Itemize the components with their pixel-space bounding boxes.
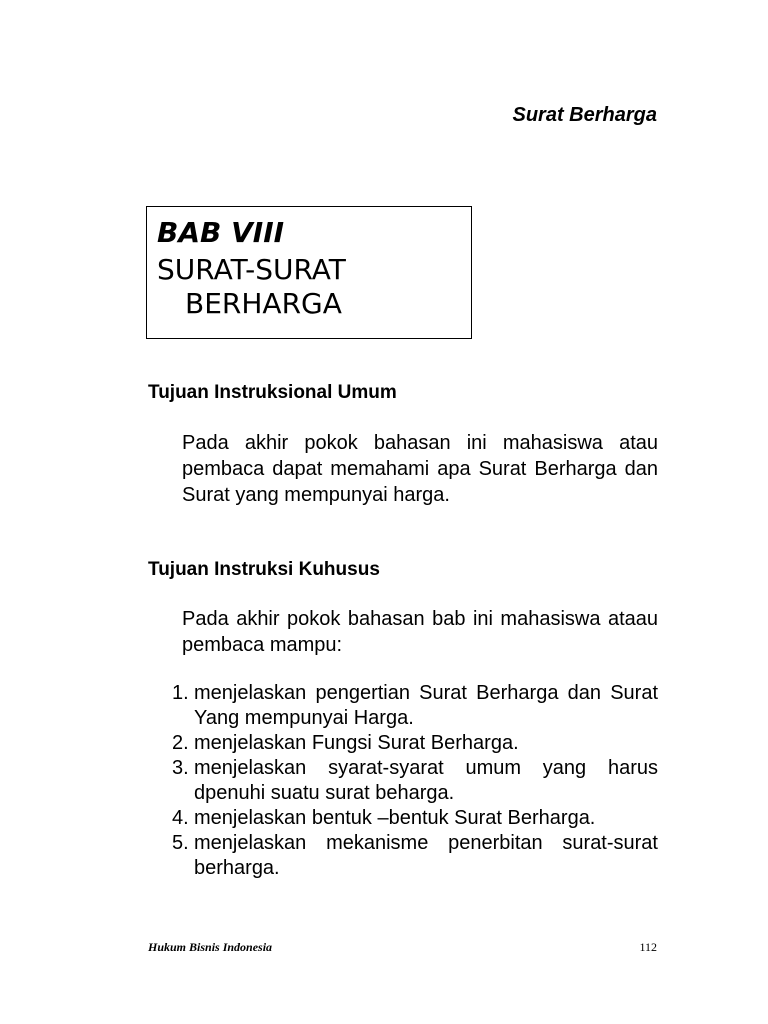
list-item-text: menjelaskan mekanisme penerbitan surat-surat berharga.: [194, 832, 658, 879]
list-item-number: 2.: [172, 732, 189, 754]
objectives-list: [148, 681, 658, 881]
footer-page-number: 112: [639, 940, 657, 954]
list-item-text: menjelaskan pengertian Surat Berharga dan Surat Yang mempunyai Harga.: [194, 682, 658, 729]
chapter-number: BAB VIII: [157, 216, 285, 249]
list-item: [148, 681, 658, 731]
list-item-text: menjelaskan bentuk –bentuk Surat Berharga.: [194, 807, 596, 829]
specific-objective-intro: Pada akhir pokok bahasan bab ini mahasiswa ataau pembaca mampu:: [182, 608, 658, 656]
general-objective-text: Pada akhir pokok bahasan ini mahasiswa atau pembaca dapat memahami apa Surat Berharga dan Surat yang mempunyai harga.: [182, 432, 658, 506]
list-item-number: 5.: [172, 832, 189, 854]
chapter-title: [157, 253, 346, 321]
list-item: [148, 806, 658, 831]
chapter-title-box: [146, 206, 472, 339]
list-item-number: 4.: [172, 807, 189, 829]
footer-book-title: Hukum Bisnis Indonesia: [148, 940, 273, 954]
general-objective-heading: Tujuan Instruksional Umum: [148, 382, 397, 403]
list-item-number: 1.: [172, 682, 189, 704]
chapter-title-line-2: BERHARGA: [185, 287, 342, 320]
specific-objective-heading: Tujuan Instruksi Kuhusus: [148, 559, 380, 580]
list-item: [148, 831, 658, 881]
running-header-title: Surat Berharga: [512, 104, 657, 126]
list-item-number: 3.: [172, 757, 189, 779]
list-item: [148, 756, 658, 806]
chapter-title-line-1: SURAT-SURAT: [157, 253, 346, 286]
list-item: [148, 731, 658, 756]
list-item-text: menjelaskan syarat-syarat umum yang harus dpenuhi suatu surat beharga.: [194, 757, 658, 804]
list-item-text: menjelaskan Fungsi Surat Berharga.: [194, 732, 519, 754]
